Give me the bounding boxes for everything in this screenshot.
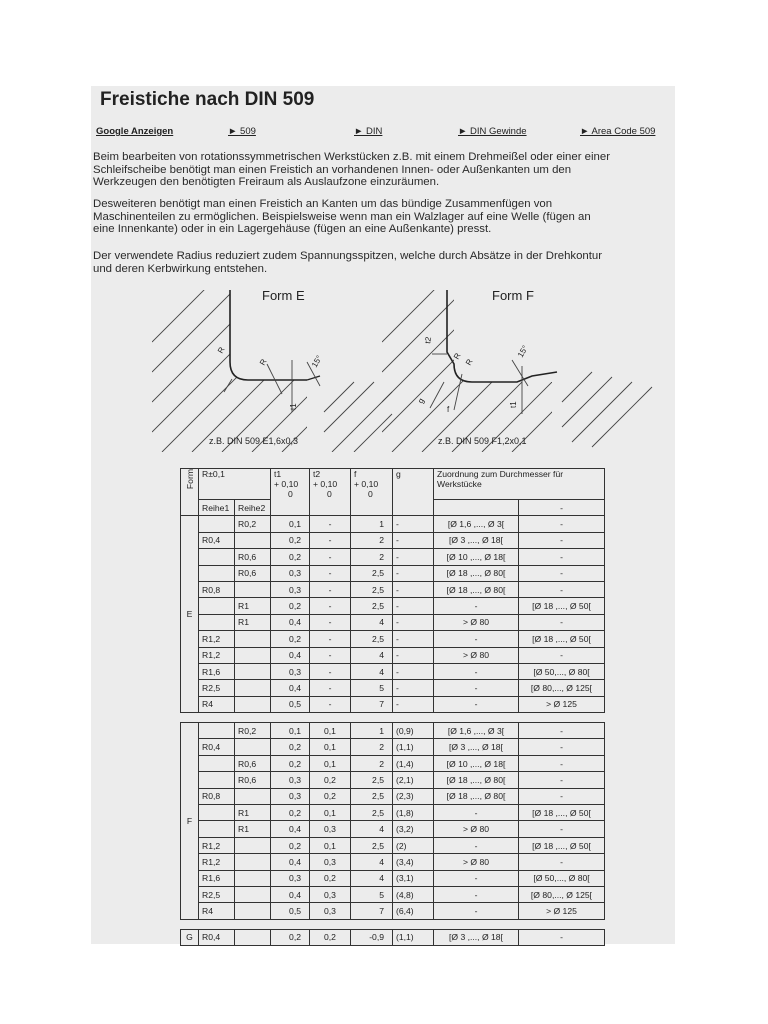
form-f-label-g: g [415,396,426,405]
table-row [181,647,605,663]
form-e-drawing [152,282,452,452]
table-group-g [181,929,605,945]
table-cell [235,903,271,919]
table-cell: 0,4 [271,821,310,837]
table-cell: - [519,723,605,739]
table-cell: 2,5 [351,565,393,581]
table-cell: - [310,565,351,581]
table-cell: 0,2 [271,755,310,771]
table-cell: R0,8 [199,788,235,804]
form-f-label-r1: R [451,351,463,361]
table-cell [235,647,271,663]
table-cell: 0,2 [271,532,310,548]
form-cell: F [181,723,199,920]
table-cell: R1 [235,598,271,614]
table-cell: - [519,739,605,755]
table-cell: 0,4 [271,647,310,663]
table-cell [235,680,271,696]
table-cell: > Ø 125 [519,696,605,712]
table-cell: R2,5 [199,886,235,902]
page-title: Freistiche nach DIN 509 [100,89,315,110]
table-cell [199,614,235,630]
table-cell: - [519,581,605,597]
undercut-table [180,468,605,946]
table-cell: - [434,903,519,919]
table-cell: - [434,631,519,647]
table-cell [235,739,271,755]
table-cell: - [519,772,605,788]
table-cell: 0,1 [310,805,351,821]
table-row [181,854,605,870]
form-f-drawing [382,282,672,452]
table-cell [235,886,271,902]
table-cell: 2,5 [351,772,393,788]
table-cell: - [393,532,434,548]
table-cell: - [519,854,605,870]
table-row [181,631,605,647]
undercut-table-wrapper [180,468,605,946]
form-f-label-t2: t2 [423,336,434,345]
table-row [181,663,605,679]
table-cell: 2,5 [351,837,393,853]
table-cell: 0,1 [310,723,351,739]
table-cell: R0,6 [235,755,271,771]
table-cell [199,549,235,565]
table-cell: 0,3 [310,886,351,902]
table-cell: (1,1) [393,929,434,945]
table-cell: - [310,647,351,663]
table-cell: [Ø 18 ,..., Ø 80[ [434,772,519,788]
table-row [181,565,605,581]
table-cell: - [434,886,519,902]
table-cell: 0,2 [271,805,310,821]
table-cell: 2 [351,755,393,771]
table-cell: 0,5 [271,696,310,712]
table-cell [235,854,271,870]
table-cell [235,696,271,712]
table-cell: - [310,516,351,532]
header-form: Form [181,469,199,516]
form-e-label-r2: R [257,357,269,367]
table-cell [199,723,235,739]
table-cell: > Ø 80 [434,854,519,870]
table-cell: R0,6 [235,565,271,581]
table-cell: - [393,516,434,532]
table-cell: (3,2) [393,821,434,837]
table-cell: 0,2 [271,739,310,755]
form-cell: E [181,516,199,713]
table-cell: - [393,565,434,581]
table-row [181,581,605,597]
table-cell: 2,5 [351,631,393,647]
table-cell: 0,3 [310,821,351,837]
table-cell: 0,3 [271,772,310,788]
table-cell: - [310,663,351,679]
table-cell: [Ø 18 ,..., Ø 80[ [434,565,519,581]
table-cell: -0,9 [351,929,393,945]
table-group-f [181,723,605,920]
table-cell: 0,3 [310,854,351,870]
table-cell: 2,5 [351,788,393,804]
table-cell: [Ø 10 ,..., Ø 18[ [434,549,519,565]
table-cell: - [393,631,434,647]
table-cell: 1 [351,516,393,532]
para-line: Beim bearbeiten von rotationssymmetrischen Werkstücken z.B. mit einem Drehmeißel oder einer einer [93,151,611,163]
table-cell: R0,6 [235,549,271,565]
form-e-example: z.B. DIN 509 E1,6x0,3 [209,436,299,446]
table-cell: > Ø 80 [434,821,519,837]
table-cell: 0,3 [271,565,310,581]
table-separator [181,919,605,929]
header-r: R±0,1 [199,469,271,500]
table-cell: 2 [351,739,393,755]
table-row [181,739,605,755]
para-line: Desweiteren benötigt man einen Freistich an Kanten um das bündige Zusammenfügen von [93,198,553,210]
table-cell [199,821,235,837]
table-cell: [Ø 3 ,..., Ø 18[ [434,739,519,755]
table-cell: - [310,549,351,565]
table-cell: (3,1) [393,870,434,886]
table-cell: > Ø 125 [519,903,605,919]
form-e-label-r1: R [215,345,227,355]
table-cell: R1 [235,821,271,837]
table-cell [199,516,235,532]
para-line: eine Innenkante) oder in ein Lagergehäuse (fügen an eine Außenkante) presst. [93,223,492,236]
table-row [181,549,605,565]
para-line: Werkzeugen den benötigten Freiraum als Auslaufzone einzuräumen. [93,176,440,189]
table-row [181,755,605,771]
table-cell: [Ø 80,..., Ø 125[ [519,680,605,696]
table-cell: R1,6 [199,663,235,679]
header-f: f + 0,10 0 [351,469,393,516]
table-row [181,723,605,739]
table-cell: R4 [199,903,235,919]
table-cell: - [519,532,605,548]
para-line: und deren Kerbwirkung entstehen. [93,262,268,275]
header-zuordnung: Zuordnung zum Durchmesser für Werkstücke [434,469,605,500]
table-cell: R1,2 [199,837,235,853]
table-cell: [Ø 50,..., Ø 80[ [519,870,605,886]
paragraph-intro [93,151,673,189]
ad-links-bar [96,126,666,140]
table-cell: 2 [351,532,393,548]
table-cell: 0,1 [310,739,351,755]
ad-link-509[interactable]: ► 509 [228,126,256,137]
table-group-e [181,516,605,713]
table-cell: 7 [351,696,393,712]
table-cell: [Ø 10 ,..., Ø 18[ [434,755,519,771]
table-cell: R1,2 [199,647,235,663]
table-cell: - [310,598,351,614]
table-cell: 1 [351,723,393,739]
table-cell: 0,1 [310,755,351,771]
table-cell [199,755,235,771]
table-row [181,532,605,548]
table-cell: - [310,532,351,548]
table-row [181,821,605,837]
table-cell: - [393,680,434,696]
table-cell: 0,3 [310,903,351,919]
header-reihe1: Reihe1 [199,500,235,516]
table-cell: - [519,549,605,565]
table-row [181,614,605,630]
form-f-label-f: f [447,405,450,414]
form-f-label-r2: R [463,357,475,367]
form-f-label-t1: t1 [509,401,518,408]
table-cell: R2,5 [199,680,235,696]
table-cell: 0,2 [310,929,351,945]
form-f-label-angle: 15° [515,344,530,359]
table-cell: 0,3 [271,870,310,886]
table-cell: 0,1 [271,723,310,739]
table-cell: - [310,581,351,597]
table-row [181,696,605,712]
table-cell: (6,4) [393,903,434,919]
table-row [181,837,605,853]
table-cell: 0,4 [271,680,310,696]
table-cell: R0,8 [199,581,235,597]
table-cell: - [519,821,605,837]
table-cell: 0,2 [271,837,310,853]
table-cell [235,663,271,679]
table-cell: 2,5 [351,805,393,821]
table-separator [181,713,605,723]
table-cell: [Ø 1,6 ,..., Ø 3[ [434,516,519,532]
table-cell: 2 [351,549,393,565]
table-cell: 0,4 [271,886,310,902]
table-cell [235,837,271,853]
table-cell: - [519,565,605,581]
table-cell: R0,4 [199,929,235,945]
table-row [181,788,605,804]
table-cell: [Ø 18 ,..., Ø 50[ [519,837,605,853]
table-cell: 0,3 [271,788,310,804]
table-cell: - [519,516,605,532]
form-e-label-angle: 15° [309,354,324,369]
table-cell: R1,6 [199,870,235,886]
table-cell: R0,4 [199,532,235,548]
table-cell: [Ø 18 ,..., Ø 80[ [434,788,519,804]
table-cell: - [519,929,605,945]
para-line: Maschinenteilen zu ermöglichen. Beispielsweise wenn man ein Walzlager auf eine Welle (fügen an [93,210,591,223]
table-row [181,929,605,945]
table-cell [199,805,235,821]
ad-link-area-code[interactable]: ► Area Code 509 [580,126,656,137]
header-t2: t2 + 0,10 0 [310,469,351,516]
table-cell [235,929,271,945]
table-cell: 0,1 [271,516,310,532]
table-cell: 0,4 [271,854,310,870]
table-cell: (1,8) [393,805,434,821]
table-cell: - [310,631,351,647]
table-cell: [Ø 80,..., Ø 125[ [519,886,605,902]
table-cell: R1,2 [199,631,235,647]
table-cell: [Ø 18 ,..., Ø 50[ [519,631,605,647]
table-cell: - [519,755,605,771]
table-row [181,772,605,788]
table-cell: 4 [351,614,393,630]
table-cell: 0,1 [310,837,351,853]
para-line: Schleifscheibe benötigt man einen Freistich an vorhandenen Innen- oder Außenkanten um den [93,163,572,176]
table-cell: R1,2 [199,854,235,870]
table-cell: - [519,647,605,663]
table-cell [235,581,271,597]
undercut-figure [92,282,672,452]
table-cell: - [434,870,519,886]
form-e-title: Form E [262,288,305,303]
form-f-example: z.B. DIN 509 F1,2x0,1 [438,436,527,446]
header-t1: t1 + 0,10 0 [271,469,310,516]
table-cell: - [434,680,519,696]
table-cell: (4,8) [393,886,434,902]
table-cell: 5 [351,680,393,696]
header-reihe2: Reihe2 [235,500,271,516]
table-cell: - [393,647,434,663]
table-cell: - [434,598,519,614]
table-cell: R0,4 [199,739,235,755]
table-cell: - [519,614,605,630]
form-cell: G [181,929,199,945]
table-cell: (2,1) [393,772,434,788]
table-cell: R0,6 [235,772,271,788]
table-cell: - [519,788,605,804]
table-cell: 4 [351,854,393,870]
ad-link-din[interactable]: ► DIN [354,126,383,137]
table-cell: [Ø 50,..., Ø 80[ [519,663,605,679]
table-cell: 7 [351,903,393,919]
table-cell: [Ø 18 ,..., Ø 80[ [434,581,519,597]
paragraph-assembly [93,198,673,236]
table-cell: 4 [351,647,393,663]
table-cell [199,598,235,614]
table-cell: 0,5 [271,903,310,919]
para-line: Der verwendete Radius reduziert zudem Spannungsspitzen, welche durch Absätze in der Drehkontur [93,250,603,262]
table-cell: - [393,581,434,597]
table-row [181,516,605,532]
table-cell: [Ø 18 ,..., Ø 50[ [519,598,605,614]
table-cell: (2) [393,837,434,853]
table-cell: (3,4) [393,854,434,870]
table-cell: - [393,696,434,712]
table-cell: - [434,696,519,712]
table-cell: - [434,663,519,679]
ads-label: Google Anzeigen [96,126,174,137]
table-cell [199,565,235,581]
table-cell: 0,2 [271,598,310,614]
table-cell: 4 [351,870,393,886]
table-cell: (0,9) [393,723,434,739]
table-cell: - [393,598,434,614]
table-cell: 4 [351,821,393,837]
table-cell: - [310,696,351,712]
table-cell: R0,2 [235,516,271,532]
table-cell: - [434,837,519,853]
table-cell: R4 [199,696,235,712]
table-cell: 0,2 [271,929,310,945]
table-row [181,598,605,614]
table-cell: > Ø 80 [434,647,519,663]
table-cell: (2,3) [393,788,434,804]
table-cell: 2,5 [351,581,393,597]
table-cell: 0,2 [310,788,351,804]
table-cell: 5 [351,886,393,902]
table-cell: 0,2 [310,870,351,886]
table-cell: (1,4) [393,755,434,771]
table-cell: [Ø 18 ,..., Ø 50[ [519,805,605,821]
table-cell: R1 [235,614,271,630]
table-cell: - [310,614,351,630]
header-dash: - [519,500,605,516]
table-cell: [Ø 1,6 ,..., Ø 3[ [434,723,519,739]
table-cell: - [393,663,434,679]
header-g: g [393,469,434,516]
table-cell [235,532,271,548]
table-cell [199,772,235,788]
table-cell: - [393,614,434,630]
paragraph-radius [93,250,673,275]
table-cell: - [434,805,519,821]
table-cell: [Ø 3 ,..., Ø 18[ [434,929,519,945]
table-cell: 0,2 [271,631,310,647]
table-cell: - [310,680,351,696]
table-cell: 0,3 [271,663,310,679]
table-cell: [Ø 3 ,..., Ø 18[ [434,532,519,548]
table-cell [235,870,271,886]
table-cell: 0,4 [271,614,310,630]
form-e-label-t1: t1 [289,403,298,410]
table-row [181,903,605,919]
table-cell [235,788,271,804]
table-cell: R0,2 [235,723,271,739]
form-f-title: Form F [492,288,534,303]
table-cell [235,631,271,647]
table-cell: 0,2 [310,772,351,788]
table-cell: 2,5 [351,598,393,614]
table-cell: - [393,549,434,565]
table-row [181,870,605,886]
table-cell: 0,2 [271,549,310,565]
table-header-row [181,469,605,500]
table-cell: (1,1) [393,739,434,755]
table-cell: R1 [235,805,271,821]
table-cell: > Ø 80 [434,614,519,630]
table-cell: 4 [351,663,393,679]
table-row [181,680,605,696]
table-cell: 0,3 [271,581,310,597]
table-row [181,805,605,821]
ad-link-din-gewinde[interactable]: ► DIN Gewinde [458,126,527,137]
table-row [181,886,605,902]
